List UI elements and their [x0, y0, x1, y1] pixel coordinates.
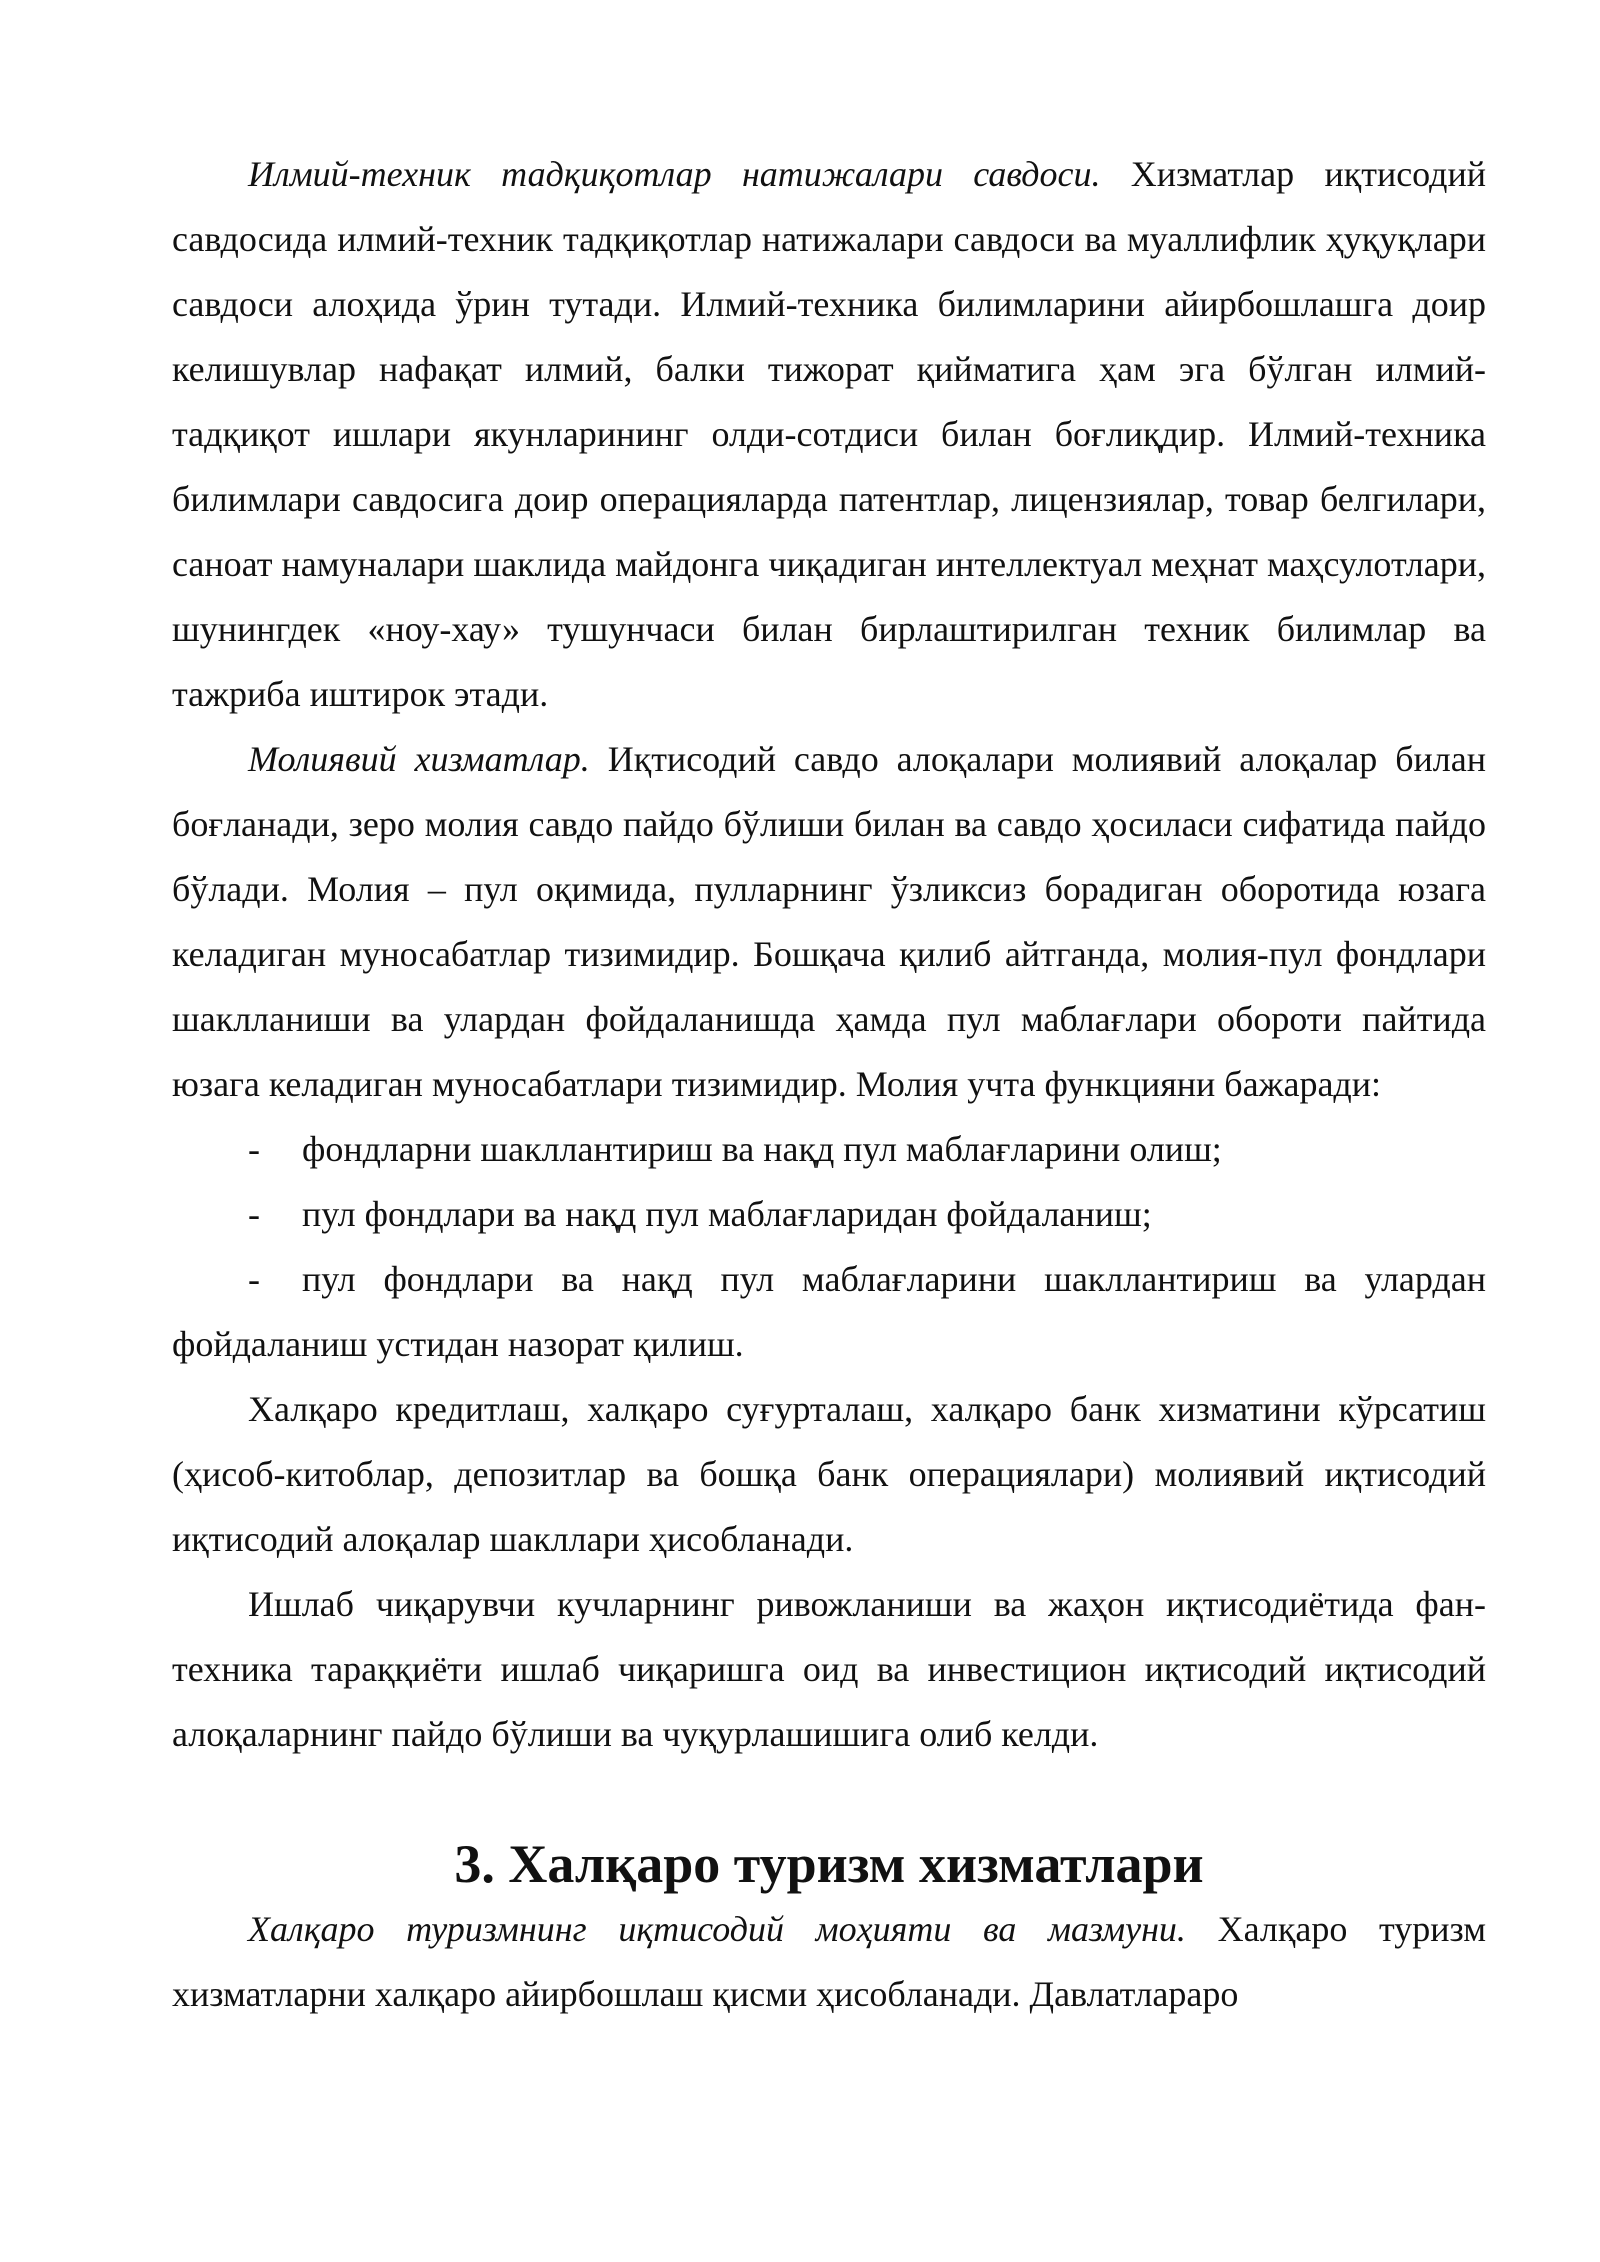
document-page	[172, 142, 1486, 2027]
paragraph-text: Хизматлар иқтисодий савдосида илмий-техник тадқиқотлар натижалари савдоси ва муаллифлик ҳуқуқлари савдоси алоҳида ўрин тутади. Илмий-техника билимларини айирбошлашга доир келишувлар нафақат илмий, балки тижорат қийматига ҳам эга бўлган илмий-тадқиқот ишлари якунларининг олди-сотдиси билан боғлиқдир. Илмий-техника билимлари савдосига доир операцияларда патентлар, лицензиялар, товар белгилари, саноат намуналари шаклида майдонга чиқадиган интеллектуал меҳнат маҳсулотлари, шунингдек «ноу-хау» тушунчаси билан бирлаштирилган техник билимлар ва тажриба иштирок этади.	[172, 154, 1486, 714]
paragraph-lead: Халқаро туризмнинг иқтисодий моҳияти ва мазмуни.	[248, 1909, 1186, 1949]
paragraph-lead: Илмий-техник тадқиқотлар натижалари савдоси.	[248, 154, 1101, 194]
paragraph-science-trade	[172, 142, 1486, 727]
paragraph-lead: Молиявий хизматлар.	[248, 739, 590, 779]
paragraph-text: Халқаро кредитлаш, халқаро суғурталаш, халқаро банк хизматини кўрсатиш (ҳисоб-китоблар, депозитлар ва бошқа банк операциялари) молиявий иқтисодий иқтисодий алоқалар шакллари ҳисобланади.	[172, 1389, 1486, 1559]
list-dash: -	[248, 1194, 260, 1234]
paragraph-text: Иқтисодий савдо алоқалари молиявий алоқалар билан боғланади, зеро молия савдо пайдо бўлиши билан ва савдо ҳосиласи сифатида пайдо бўлади. Молия – пул оқимида, пулларнинг ўзликсиз борадиган оборотида юзага келадиган муносабатлар тизимидир. Бошқача қилиб айтганда, молия-пул фондлари шаклланиши ва улардан фойдаланишда ҳамда пул маблағлари обороти пайтида юзага келадиган муносабатлари тизимидир. Молия учта функцияни бажаради:	[172, 739, 1486, 1104]
finance-functions-list	[172, 1117, 1486, 1377]
paragraph-international-credit	[172, 1377, 1486, 1572]
paragraph-text: Халқаро туризм хизматларни халқаро айирбошлаш қисми ҳисобланади. Давлатлараро	[172, 1909, 1486, 2014]
list-item	[172, 1247, 1486, 1377]
list-item	[172, 1182, 1486, 1247]
list-dash: -	[248, 1129, 260, 1169]
list-item-text: пул фондлари ва нақд пул маблағларини шакллантириш ва улардан фойдаланиш устидан назорат қилиш.	[172, 1259, 1486, 1364]
paragraph-production-forces	[172, 1572, 1486, 1767]
paragraph-financial-services	[172, 727, 1486, 1117]
list-item-text: пул фондлари ва нақд пул маблағларидан фойдаланиш;	[302, 1194, 1152, 1234]
list-item	[172, 1117, 1486, 1182]
list-dash: -	[248, 1259, 260, 1299]
paragraph-tourism-essence	[172, 1897, 1486, 2027]
section-heading: 3. Халқаро туризм хизматлари	[454, 1834, 1204, 1894]
list-item-text: фондларни шакллантириш ва нақд пул маблағларини олиш;	[302, 1129, 1222, 1169]
paragraph-text: Ишлаб чиқарувчи кучларнинг ривожланиши ва жаҳон иқтисодиётида фан-техника тараққиёти ишлаб чиқаришга оид ва инвестицион иқтисодий иқтисодий алоқаларнинг пайдо бўлиши ва чуқурлашишига олиб келди.	[172, 1584, 1486, 1754]
